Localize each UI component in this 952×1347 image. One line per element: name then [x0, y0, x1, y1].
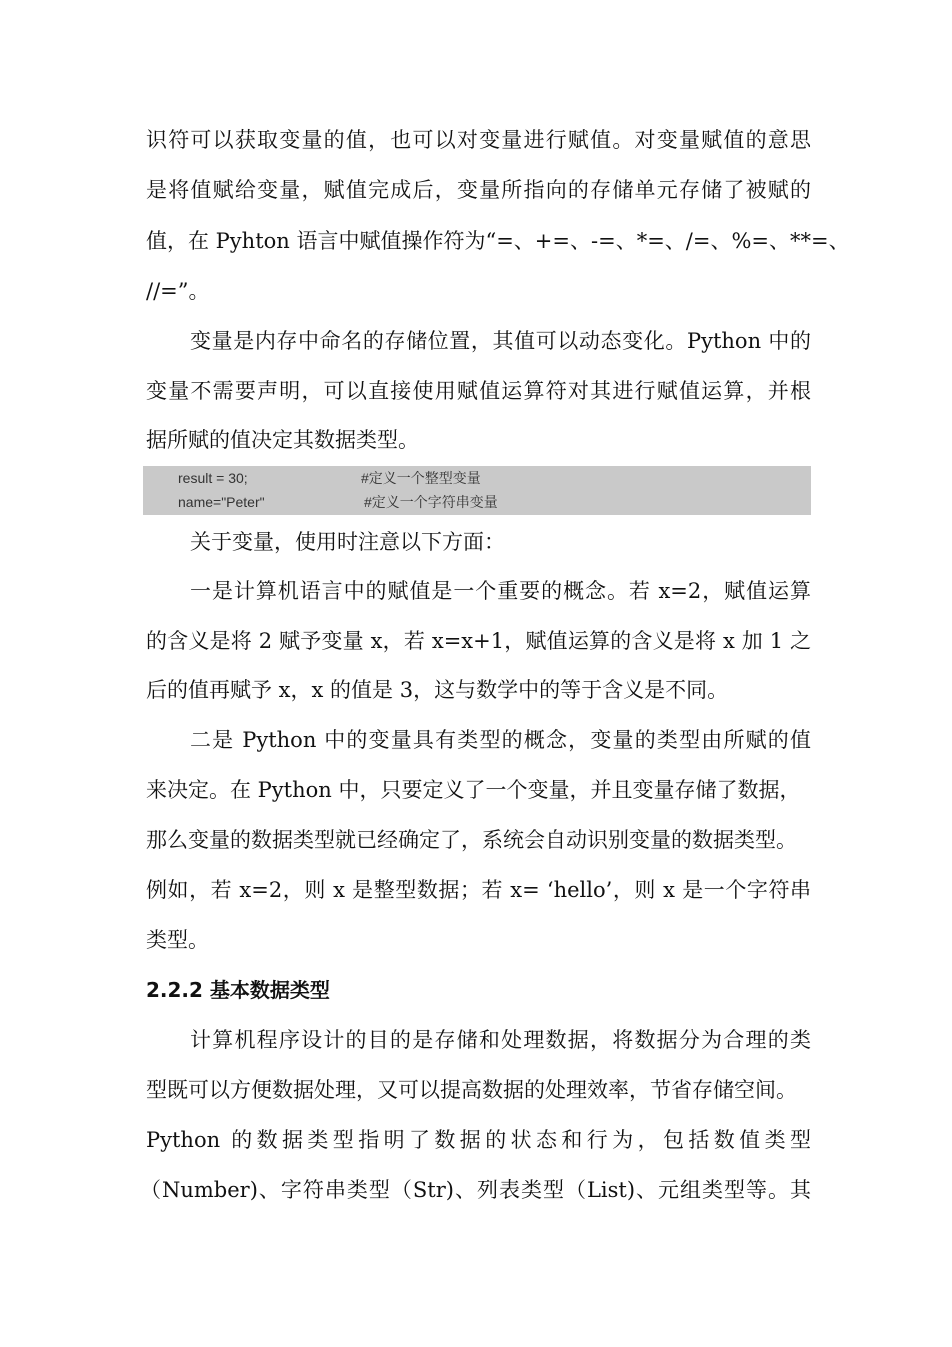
code-comment: #定义一个字符串变量 [364, 494, 498, 510]
code-comment: #定义一个整型变量 [361, 470, 481, 486]
section-heading: 2.2.2 基本数据类型 [146, 978, 330, 1002]
text-line: 类型。 [146, 928, 209, 952]
code-line: name="Peter" [178, 494, 265, 510]
text-line: 一是计算机语言中的赋值是一个重要的概念。若 x=2，赋值运算 [190, 579, 811, 603]
text-line: 后的值再赋予 x，x 的值是 3，这与数学中的等于含义是不同。 [146, 678, 729, 702]
text-line: 变量不需要声明，可以直接使用赋值运算符对其进行赋值运算，并根 [146, 379, 811, 403]
text-line: 计算机程序设计的目的是存储和处理数据，将数据分为合理的类 [190, 1028, 811, 1052]
text-line: 是将值赋给变量，赋值完成后，变量所指向的存储单元存储了被赋的 [146, 178, 811, 202]
text-line: 的含义是将 2 赋予变量 x，若 x=x+1，赋值运算的含义是将 x 加 1 之 [146, 629, 811, 653]
text-line: 值，在 Pyhton 语言中赋值操作符为“=、+=、-=、*=、/=、%=、**=、 [146, 229, 850, 253]
text-line: Python 的数据类型指明了数据的状态和行为，包括数值类型 [146, 1128, 811, 1152]
text-line: 那么变量的数据类型就已经确定了，系统会自动识别变量的数据类型。 [146, 828, 797, 852]
text-line: //=”。 [146, 279, 210, 303]
text-line: 据所赋的值决定其数据类型。 [146, 428, 419, 452]
text-line: 例如，若 x=2，则 x 是整型数据；若 x= ‘hello’，则 x 是一个字符串 [146, 878, 811, 902]
text-line: 二是 Python 中的变量具有类型的概念，变量的类型由所赋的值 [190, 728, 811, 752]
text-line: 来决定。在 Python 中，只要定义了一个变量，并且变量存储了数据， [146, 778, 801, 802]
text-line: （Number)、字符串类型（Str)、列表类型（List)、元组类型等。其 [140, 1178, 811, 1202]
code-block [143, 466, 811, 515]
text-line: 关于变量，使用时注意以下方面： [190, 530, 505, 554]
text-line: 变量是内存中命名的存储位置，其值可以动态变化。Python 中的 [190, 329, 811, 353]
text-line: 识符可以获取变量的值，也可以对变量进行赋值。对变量赋值的意思 [146, 128, 811, 152]
text-line: 型既可以方便数据处理，又可以提高数据的处理效率，节省存储空间。 [146, 1078, 797, 1102]
code-line: result = 30; [178, 470, 248, 486]
